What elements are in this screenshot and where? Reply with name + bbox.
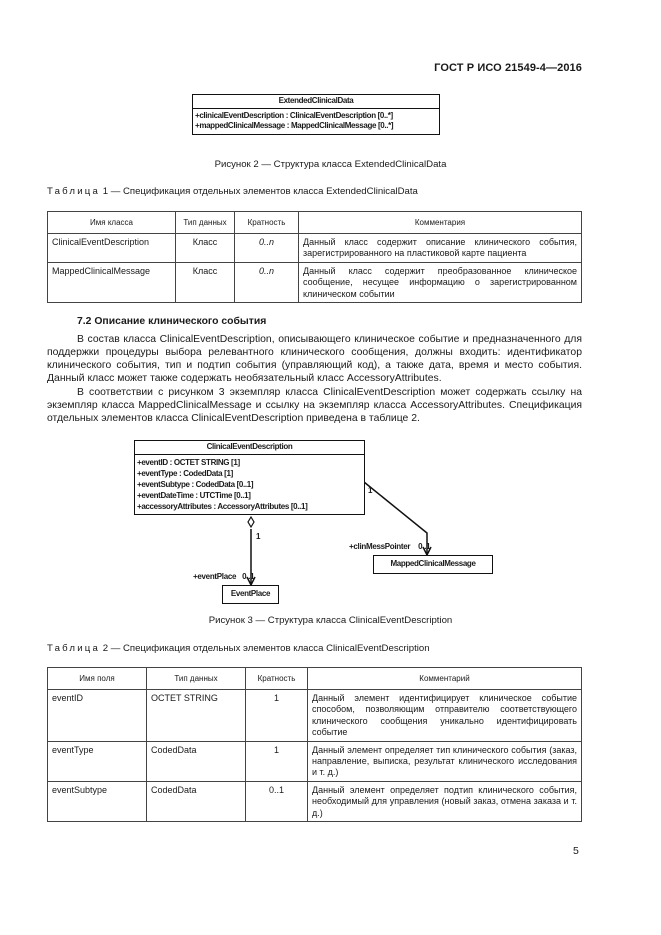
table-cell: 0..n [235,234,299,263]
uml-class-clinical-event-description [134,440,365,515]
uml-attribute: +clinicalEventDescription : ClinicalEventDescription [0..*] [195,110,393,120]
uml-attribute: +eventSubtype : CodedData [0..1] [137,479,254,489]
figure-3-caption: Рисунок 3 — Структура класса ClinicalEventDescription [208,615,453,626]
page-number: 5 [573,845,579,857]
table-cell: CodedData [147,741,246,781]
table-header-row [48,668,582,690]
table-cell: eventType [48,741,147,781]
column-header: Кратность [246,668,308,690]
aggregation-diamond-icon [248,517,254,527]
table-row [48,741,582,781]
uml-attribute: +accessoryAttributes : AccessoryAttributes [0..1] [137,501,308,511]
table-cell: 1 [246,690,308,742]
role-multiplicity: 0..1 [242,572,255,581]
table-row [48,781,582,821]
uml-attribute: +eventType : CodedData [1] [137,468,233,478]
uml-class-title: ExtendedClinicalData [193,95,439,109]
column-header: Тип данных [147,668,246,690]
table-label: Таблица [47,643,101,654]
table-cell: ClinicalEventDescription [48,234,176,263]
table-cell: 0..1 [246,781,308,821]
table-cell: OCTET STRING [147,690,246,742]
uml-attribute: +eventID : OCTET STRING [1] [137,457,240,467]
figure-2-caption: Рисунок 2 — Структура класса ExtendedClinicalData [214,159,447,170]
table-cell: Данный элемент определяет тип клинического события (заказ, направление, выписка, результат клинического исследования и т. д.) [308,741,582,781]
column-header: Комментарий [308,668,582,690]
uml-attribute: +mappedClinicalMessage : MappedClinicalMessage [0..*] [195,121,394,130]
table-2 [47,667,582,822]
table-cell: eventID [48,690,147,742]
table-cell: 1 [246,741,308,781]
table-cell: CodedData [147,781,246,821]
uml-class-mapped-clinical-message [373,555,493,574]
table-cell: Данный класс содержит преобразованное клиническое сообщение, несущее информацию о зарегистрированном клиническом событии [299,262,582,302]
table-cell: Данный элемент определяет подтип клинического события, необходимый для управления (новый заказ, отмена заказа и т. д.) [308,781,582,821]
column-header: Имя поля [48,668,147,690]
table-cell: eventSubtype [48,781,147,821]
table-row [48,690,582,742]
paragraph: В состав класса ClinicalEventDescription, описывающего клиническое событие и предназначенного для поддержки процедуры выбора релевантного клинического сообщения, должны входить: идентификатор клинического события, тип и подтип события (управляющий код), а также дата, время и место события. Данный класс может также содержать необязательный класс AccessoryAttributes. [47,334,582,384]
document-header: ГОСТ Р ИСО 21549-4—2016 [434,62,582,74]
multiplicity-label: 1 [368,486,373,495]
column-header: Тип данных [176,212,235,234]
table-label: Таблица [47,186,101,197]
multiplicity-label: 1 [256,532,261,541]
table-cell: Класс [176,234,235,263]
table-2-caption [47,643,430,654]
table-cell: 0..n [235,262,299,302]
table-cell: Класс [176,262,235,302]
table-cell: Данный класс содержит описание клинического события, зарегистрированного на пластиковой карте пациента [299,234,582,263]
table-caption-text: 2 — Спецификация отдельных элементов класса ClinicalEventDescription [102,643,430,654]
uml-class-event-place [222,585,279,604]
role-label [349,542,430,551]
column-header: Имя класса [48,212,176,234]
column-header: Кратность [235,212,299,234]
uml-attribute: +eventDateTime : UTCTime [0..1] [137,490,251,500]
table-cell: MappedClinicalMessage [48,262,176,302]
role-label [193,572,254,581]
section-title: 7.2 Описание клинического события [77,316,267,327]
table-caption-text: 1 — Спецификация отдельных элементов класса ExtendedClinicalData [102,186,418,197]
uml-class-title: EventPlace [230,589,271,598]
role-name: +clinMessPointer [349,542,411,551]
paragraph: В соответствии с рисунком 3 экземпляр класса ClinicalEventDescription может содержать ссылку на экземпляр класса MappedClinicalMessage и ссылку на экземпляр класса AccessoryAttributes. Спецификация отдельных элементов класса ClinicalEventDescription приведена в таблице 2. [47,387,582,424]
uml-class-title: MappedClinicalMessage [390,559,476,568]
role-multiplicity: 0..1 [418,542,431,551]
role-name: +eventPlace [193,572,237,581]
uml-class-title: ClinicalEventDescription [135,441,364,455]
table-cell: Данный элемент идентифицирует клиническое событие способом, позволяющим отправителю соответствующего клинического сообщения уникально идентифицировать событие [308,690,582,742]
column-header: Комментария [299,212,582,234]
